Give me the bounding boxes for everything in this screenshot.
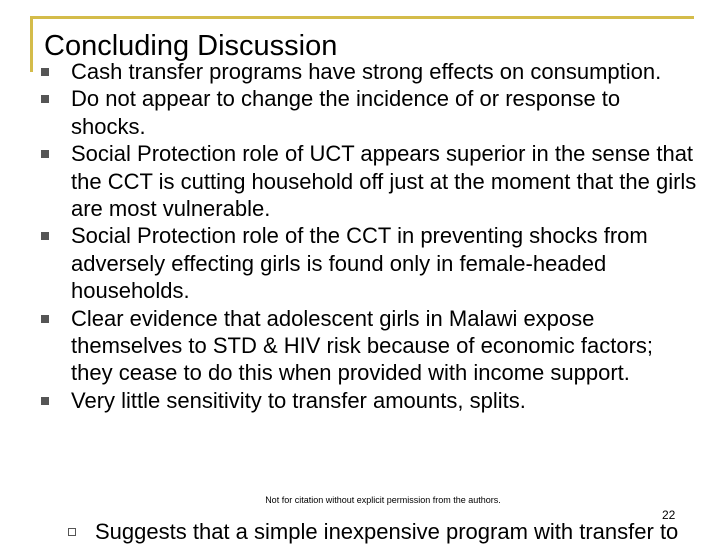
hollow-square-bullet-icon — [68, 528, 76, 536]
square-bullet-icon — [41, 232, 49, 240]
slide-title: Concluding Discussion — [44, 30, 338, 62]
bullet-text: Clear evidence that adolescent girls in Malawi expose themselves to STD & HIV risk because of economic factors; they cease to do this when provided with income support. — [71, 305, 654, 386]
bullet-list — [40, 58, 700, 414]
bullet-item — [40, 387, 700, 414]
bullet-item — [40, 58, 700, 85]
bullet-item — [40, 305, 700, 387]
bullet-text: Very little sensitivity to transfer amounts, splits. — [71, 387, 526, 413]
square-bullet-icon — [41, 150, 49, 158]
bullet-text: Social Protection role of UCT appears superior in the sense that the CCT is cutting household off just at the moment that the girls are most vulnerable. — [71, 141, 697, 222]
bullet-text: Social Protection role of the CCT in preventing shocks from adversely effecting girls is found only in female-headed households. — [71, 223, 648, 304]
bullet-text: Cash transfer programs have strong effects on consumption. — [71, 59, 662, 84]
square-bullet-icon — [41, 95, 49, 103]
bullet-item — [40, 140, 700, 222]
bullet-item — [40, 85, 700, 140]
square-bullet-icon — [41, 397, 49, 405]
bullet-text: Do not appear to change the incidence of or response to shocks. — [71, 86, 621, 139]
page-number: 22 — [662, 508, 676, 522]
square-bullet-icon — [41, 68, 49, 76]
frame-left-line — [30, 16, 33, 72]
sub-bullet-text: Suggests that a simple inexpensive program with transfer to — [95, 519, 679, 544]
citation-footnote: Not for citation without explicit permission from the authors. — [265, 495, 501, 505]
square-bullet-icon — [41, 315, 49, 323]
sub-bullet-item — [68, 518, 720, 545]
bullet-item — [40, 222, 700, 304]
frame-top-line — [30, 16, 694, 19]
